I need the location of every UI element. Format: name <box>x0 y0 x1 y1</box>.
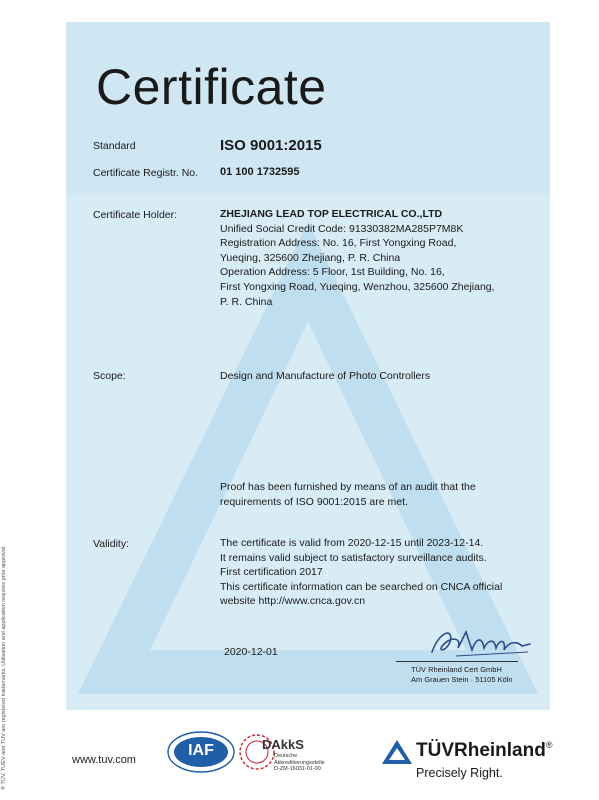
tuv-tagline: Precisely Right. <box>416 766 503 780</box>
holder-label: Certificate Holder: <box>93 209 178 221</box>
holder-operation-address-3: P. R. China <box>220 295 273 308</box>
dakks-details <box>274 753 325 773</box>
trademark-note: ® TÜV, TUEV and TUV are registered trademarks. Utilisation and application requires prior approval. <box>1 545 7 790</box>
holder-registration-address-1: Registration Address: No. 16, First Yongxing Road, <box>220 237 457 250</box>
tuv-brand-name: TÜVRheinland <box>416 740 546 761</box>
dakks-line: Deutsche <box>274 753 298 759</box>
iaf-logo <box>166 731 236 773</box>
certificate-panel <box>66 22 550 710</box>
scope-value: Design and Manufacture of Photo Controllers <box>220 370 431 382</box>
dakks-title: DAkkS <box>262 737 304 752</box>
signature-icon <box>426 622 536 662</box>
certificate-title: Certificate <box>96 59 327 115</box>
tuv-brand-name-wrap <box>416 740 552 762</box>
tuv-triangle-icon <box>380 738 414 766</box>
holder-operation-address-1: Operation Address: 5 Floor, 1st Building, No. 16, <box>220 266 445 279</box>
standard-value: ISO 9001:2015 <box>220 137 322 154</box>
holder-credit-code: Unified Social Credit Code: 91330382MA285P7M8K <box>220 222 464 235</box>
signature-line <box>396 661 518 662</box>
issue-date: 2020-12-01 <box>224 646 278 658</box>
validity-label: Validity: <box>93 538 129 550</box>
footer-url[interactable]: www.tuv.com <box>72 754 136 766</box>
validity-line: website http://www.cnca.gov.cn <box>220 595 366 608</box>
scope-label: Scope: <box>93 370 126 382</box>
dakks-line: D-ZM-16031-01-00 <box>274 766 321 773</box>
iaf-text: IAF <box>188 742 214 759</box>
holder-block <box>220 207 495 309</box>
validity-line: This certificate information can be searched on CNCA official <box>220 580 503 593</box>
proof-line: requirements of ISO 9001:2015 are met. <box>220 495 408 508</box>
proof-statement <box>220 480 476 509</box>
validity-line: The certificate is valid from 2020-12-15 until 2023-12-14. <box>220 537 484 549</box>
holder-company-name: ZHEJIANG LEAD TOP ELECTRICAL CO.,LTD <box>220 208 443 220</box>
registered-mark: ® <box>545 740 553 750</box>
dakks-line: Akkreditierungsstelle <box>274 759 325 766</box>
dakks-logo <box>238 731 353 777</box>
holder-registration-address-2: Yueqing, 325600 Zhejiang, P. R. China <box>220 251 401 264</box>
standard-label: Standard <box>93 140 136 152</box>
tuv-brand <box>380 738 553 784</box>
issuer-address: Am Grauen Stein · 51105 Köln <box>411 675 513 684</box>
validity-line: First certification 2017 <box>220 566 323 579</box>
validity-line: It remains valid subject to satisfactory surveillance audits. <box>220 551 487 564</box>
registration-value: 01 100 1732595 <box>220 166 300 178</box>
registration-label: Certificate Registr. No. <box>93 167 199 179</box>
proof-line: Proof has been furnished by means of an audit that the <box>220 481 476 493</box>
issuer-name: TÜV Rheinland Cert GmbH <box>411 665 502 674</box>
holder-operation-address-2: First Yongxing Road, Yueqing, Wenzhou, 325600 Zhejiang, <box>220 280 495 293</box>
validity-block <box>220 536 502 609</box>
